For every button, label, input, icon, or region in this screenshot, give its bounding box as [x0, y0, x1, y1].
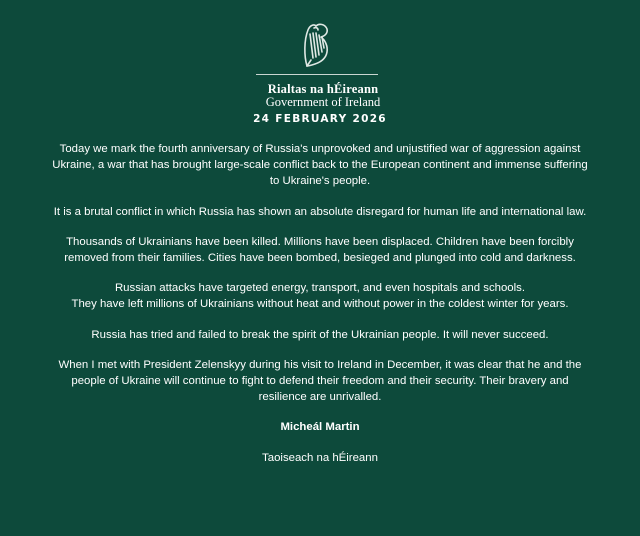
paragraph-line: removed from their families. Cities have been bombed, besieged and plunged into cold and darkness. — [64, 252, 576, 265]
paragraph-line: to Ukraine's people. — [269, 175, 371, 188]
paragraph-line: Thousands of Ukrainians have been killed. Millions have been displaced. Children have been forcibly — [66, 235, 574, 248]
statement-date: 24 FEBRUARY 2026 — [253, 113, 387, 125]
paragraph-line: people of Ukraine will continue to fight to defend their freedom and their security. Their bravery and — [71, 375, 569, 388]
paragraph-1 — [40, 141, 600, 190]
paragraph-5 — [40, 327, 600, 343]
paragraph-line: Ukraine, a war that has brought large-scale conflict back to the European continent and immense suffering — [52, 159, 588, 172]
paragraph-line: Russia has tried and failed to break the spirit of the Ukrainian people. It will never succeed. — [91, 328, 549, 341]
header-divider — [256, 74, 378, 75]
harp-icon — [301, 22, 331, 70]
signatory-title: Taoiseach na hÉireann — [262, 451, 378, 464]
org-name-irish: Rialtas na hÉireann — [267, 82, 379, 96]
org-name-english: Government of Ireland — [265, 95, 381, 109]
paragraph-6 — [40, 357, 600, 406]
paragraph-3 — [40, 234, 600, 266]
paragraph-line: resilience are unrivalled. — [258, 391, 382, 404]
paragraph-line: It is a brutal conflict in which Russia has shown an absolute disregard for human life and international law. — [53, 205, 587, 218]
paragraph-line: Russian attacks have targeted energy, transport, and even hospitals and schools. — [114, 282, 526, 295]
paragraph-line: Today we mark the fourth anniversary of Russia's unprovoked and unjustified war of aggression against — [59, 143, 581, 155]
statement-body — [40, 141, 600, 480]
paragraph-line: They have left millions of Ukrainians without heat and without power in the coldest winter for years. — [71, 298, 569, 311]
signatory-name: Micheál Martin — [280, 421, 360, 434]
paragraph-line: When I met with President Zelenskyy during his visit to Ireland in December, it was clear that he and the — [58, 358, 582, 371]
paragraph-2 — [40, 204, 600, 220]
paragraph-4 — [40, 280, 600, 312]
